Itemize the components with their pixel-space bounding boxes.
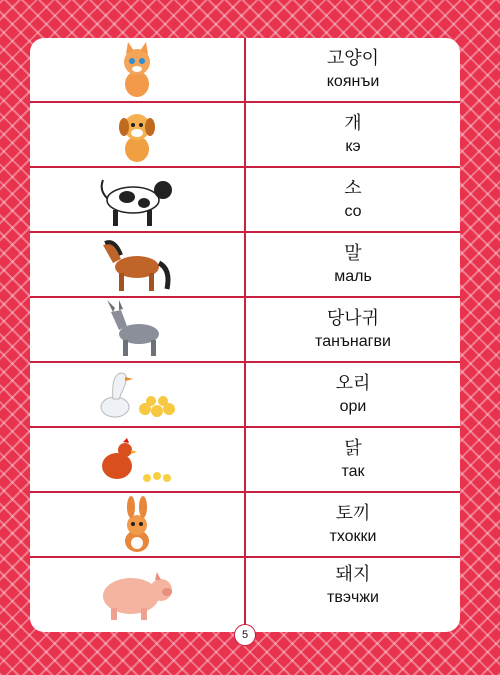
korean-word: 고양이 <box>326 47 380 69</box>
transcription: кэ <box>345 137 361 155</box>
table-row <box>30 233 460 298</box>
pig-icon <box>30 558 244 630</box>
rabbit-icon <box>30 493 244 556</box>
korean-word: 오리 <box>335 372 371 394</box>
transcription: твэчжи <box>327 589 379 606</box>
horse-icon <box>30 233 244 296</box>
cat-icon <box>30 38 244 101</box>
korean-word: 돼지 <box>335 564 371 585</box>
korean-word: 당나귀 <box>326 307 380 329</box>
page-number: 5 <box>234 624 256 646</box>
korean-word: 토끼 <box>335 502 371 524</box>
table-row <box>30 363 460 428</box>
table-row <box>30 298 460 363</box>
duck-icon <box>30 363 244 426</box>
transcription: так <box>341 462 365 480</box>
hen-icon <box>30 428 244 491</box>
dog-icon <box>30 103 244 166</box>
korean-word: 소 <box>344 177 362 199</box>
donkey-icon <box>30 298 244 361</box>
vocabulary-table <box>30 38 460 632</box>
transcription: коянъи <box>326 72 380 90</box>
korean-word: 말 <box>344 242 362 264</box>
table-row <box>30 558 460 632</box>
table-row <box>30 38 460 103</box>
table-row <box>30 493 460 558</box>
korean-word: 개 <box>344 112 362 134</box>
transcription: ори <box>339 397 367 415</box>
korean-word: 닭 <box>344 437 362 459</box>
transcription: со <box>344 202 362 220</box>
transcription: танънагви <box>315 332 391 350</box>
table-row <box>30 428 460 493</box>
transcription: тхокки <box>329 527 377 545</box>
table-row <box>30 103 460 168</box>
table-row <box>30 168 460 233</box>
cow-icon <box>30 168 244 231</box>
transcription: маль <box>334 267 372 285</box>
